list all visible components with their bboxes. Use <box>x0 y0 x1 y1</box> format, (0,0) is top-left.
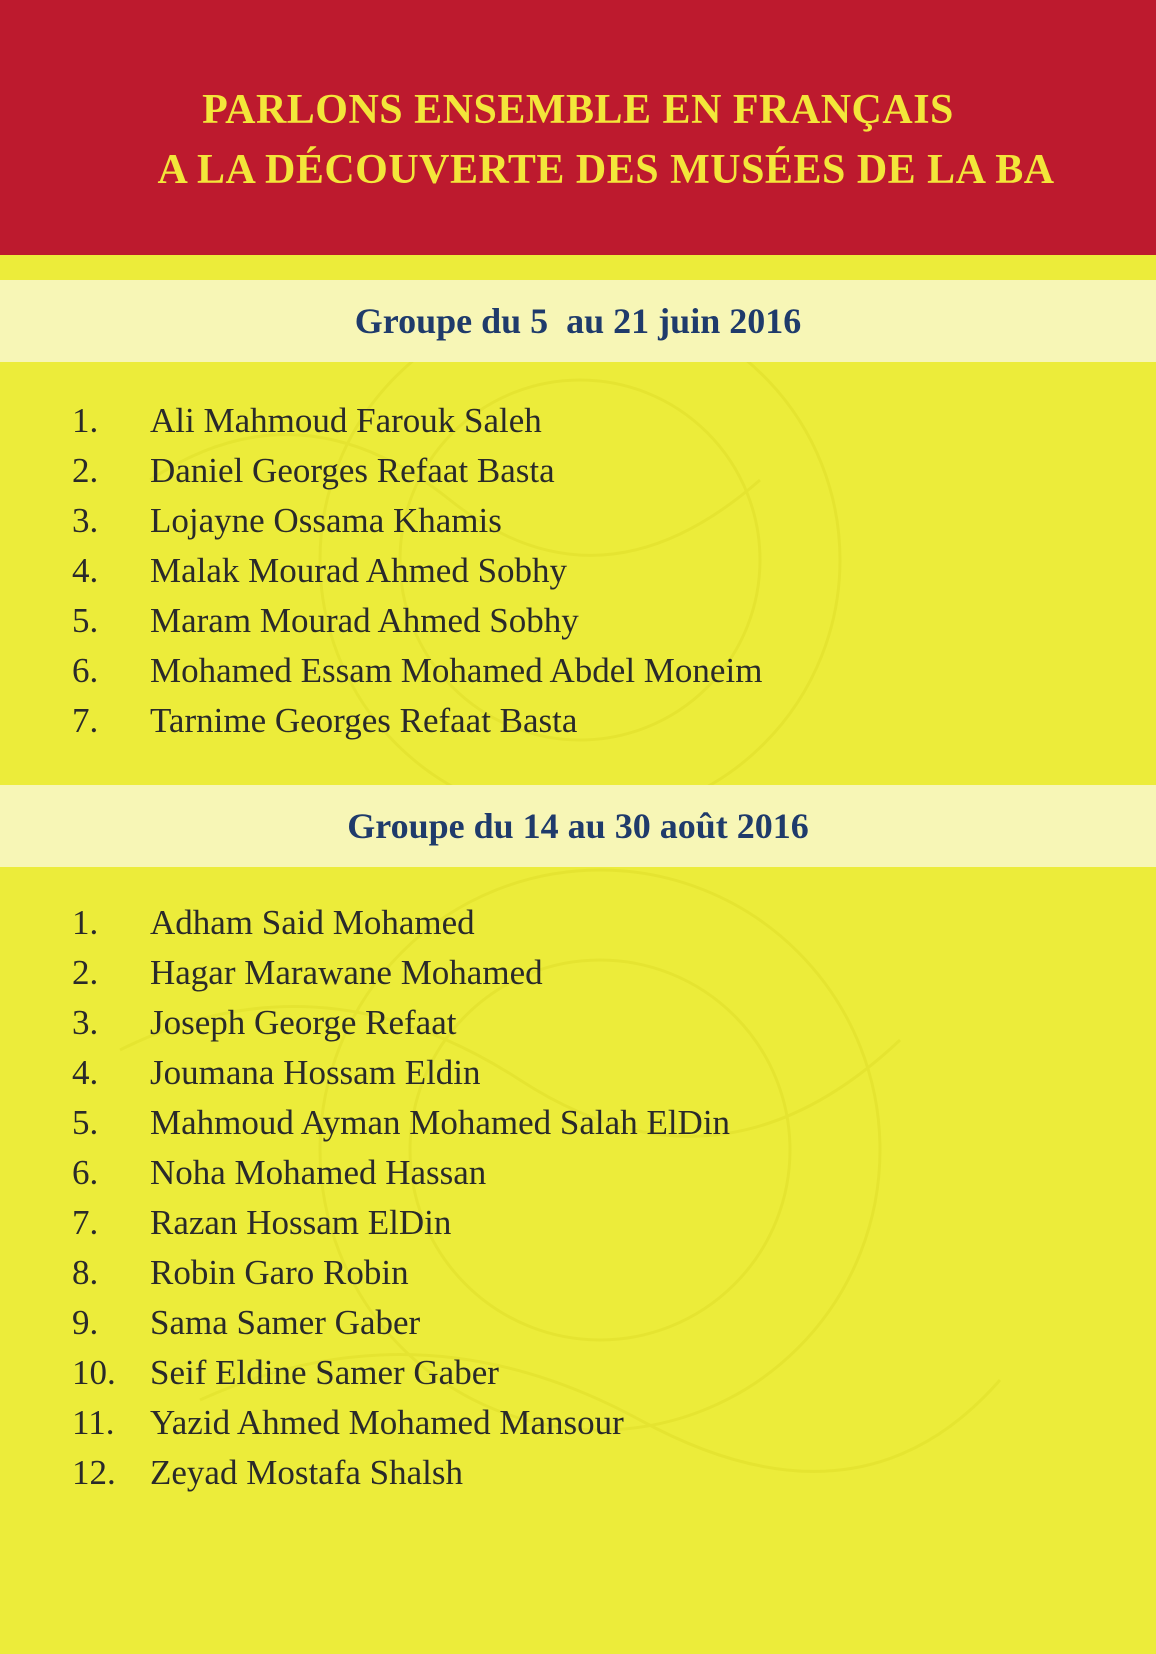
list-item <box>0 1298 1156 1348</box>
item-number: 1. <box>72 401 99 440</box>
list-item <box>0 898 1156 948</box>
item-number: 7. <box>72 701 99 740</box>
item-number: 3. <box>72 501 99 540</box>
list-item <box>0 396 1156 446</box>
member-name: Lojayne Ossama Khamis <box>150 501 502 540</box>
item-number: 3. <box>72 1003 99 1042</box>
group-title: Groupe du 14 au 30 août 2016 <box>347 806 809 846</box>
list-item <box>0 998 1156 1048</box>
list-item <box>0 546 1156 596</box>
member-name: Razan Hossam ElDin <box>150 1203 452 1242</box>
member-name: Robin Garo Robin <box>150 1253 409 1292</box>
list-item <box>0 1248 1156 1298</box>
member-name: Tarnime Georges Refaat Basta <box>150 701 578 740</box>
item-number: 4. <box>72 1053 99 1092</box>
header-title-line1: PARLONS ENSEMBLE EN FRANÇAIS <box>202 87 954 133</box>
list-item <box>0 1098 1156 1148</box>
group-title: Groupe du 5 au 21 juin 2016 <box>354 301 802 341</box>
member-name: Mahmoud Ayman Mohamed Salah ElDin <box>150 1103 731 1142</box>
item-number: 5. <box>72 601 99 640</box>
list-item <box>0 1148 1156 1198</box>
item-number: 2. <box>72 451 99 490</box>
header-banner <box>0 0 1156 255</box>
list-item <box>0 1348 1156 1398</box>
member-name: Adham Said Mohamed <box>150 903 475 942</box>
member-name: Sama Samer Gaber <box>150 1303 421 1342</box>
list-item <box>0 596 1156 646</box>
member-name: Malak Mourad Ahmed Sobhy <box>150 551 568 590</box>
item-number: 1. <box>72 903 99 942</box>
item-number: 2. <box>72 953 99 992</box>
member-name: Hagar Marawane Mohamed <box>150 953 543 992</box>
item-number: 4. <box>72 551 99 590</box>
item-number: 11. <box>72 1403 115 1442</box>
member-name: Joseph George Refaat <box>150 1003 457 1042</box>
member-name: Seif Eldine Samer Gaber <box>150 1353 499 1392</box>
list-item <box>0 646 1156 696</box>
member-name: Ali Mahmoud Farouk Saleh <box>150 401 542 440</box>
list-item <box>0 446 1156 496</box>
item-number: 9. <box>72 1303 99 1342</box>
item-number: 6. <box>72 651 99 690</box>
group-band <box>0 280 1156 362</box>
list-item <box>0 496 1156 546</box>
item-number: 5. <box>72 1103 99 1142</box>
item-number: 6. <box>72 1153 99 1192</box>
item-number: 8. <box>72 1253 99 1292</box>
member-name: Noha Mohamed Hassan <box>150 1153 487 1192</box>
group-band <box>0 785 1156 867</box>
member-list <box>0 898 1156 1498</box>
member-name: Mohamed Essam Mohamed Abdel Moneim <box>150 651 763 690</box>
list-item <box>0 1048 1156 1098</box>
list-item <box>0 696 1156 746</box>
list-item <box>0 948 1156 998</box>
item-number: 10. <box>72 1353 116 1392</box>
list-item <box>0 1448 1156 1498</box>
member-name: Yazid Ahmed Mohamed Mansour <box>150 1403 624 1442</box>
member-list <box>0 396 1156 746</box>
header-title-line2: A LA DÉCOUVERTE DES MUSÉES DE LA BA <box>157 147 1055 193</box>
member-name: Maram Mourad Ahmed Sobhy <box>150 601 579 640</box>
list-item <box>0 1398 1156 1448</box>
item-number: 7. <box>72 1203 99 1242</box>
member-name: Zeyad Mostafa Shalsh <box>150 1453 463 1492</box>
item-number: 12. <box>72 1453 116 1492</box>
member-name: Joumana Hossam Eldin <box>150 1053 481 1092</box>
list-item <box>0 1198 1156 1248</box>
member-name: Daniel Georges Refaat Basta <box>150 451 555 490</box>
